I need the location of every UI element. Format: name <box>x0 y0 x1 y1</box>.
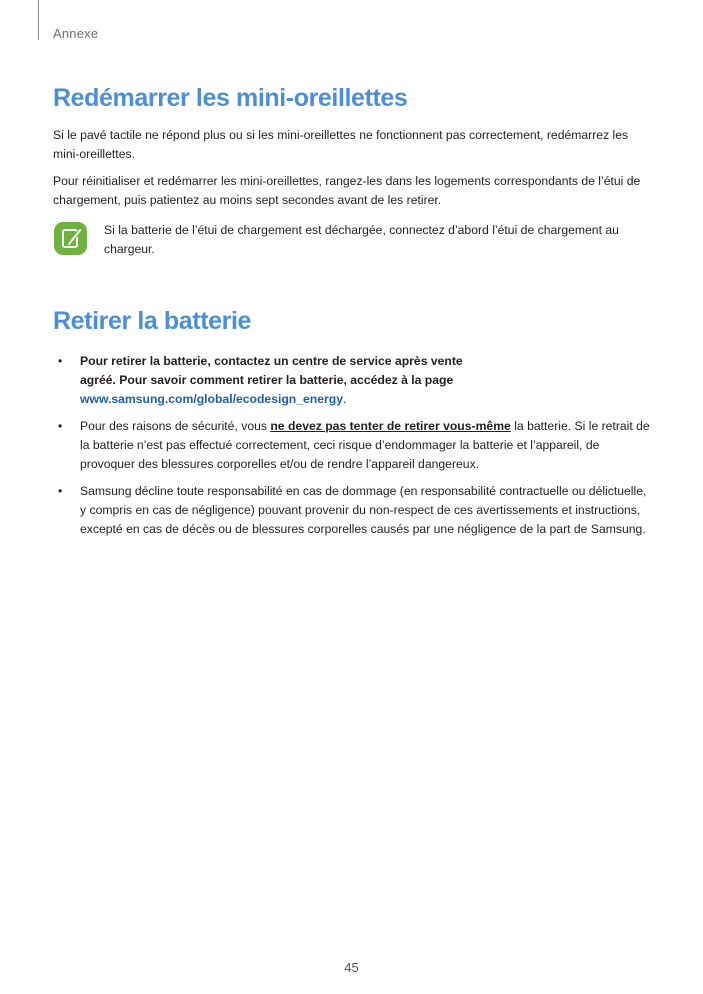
bullet-marker: • <box>58 354 63 368</box>
paragraph-restart-instructions: Pour réinitialiser et redémarrer les mini-oreillettes, rangez-les dans les logements correspondants de l’étui de chargement, puis patientez au moins sept secondes avant de les retirer. <box>53 174 641 207</box>
section-title-restart: Redémarrer les mini-oreillettes <box>53 84 408 112</box>
note-text: Si la batterie de l’étui de chargement est déchargée, connectez d’abord l’étui de chargement au chargeur. <box>104 223 619 256</box>
section-label: Annexe <box>53 26 99 41</box>
paragraph-restart-intro: Si le pavé tactile ne répond plus ou si les mini-oreillettes ne fonctionnent pas correctement, redémarrez les mini-oreillettes. <box>53 128 629 161</box>
section-title-battery: Retirer la batterie <box>53 307 252 335</box>
battery-bullet-list <box>58 352 654 547</box>
ecodesign-link[interactable]: www.samsung.com/global/ecodesign_energy <box>80 392 344 406</box>
list-item <box>58 417 654 474</box>
bullet3-text: Samsung décline toute responsabilité en cas de dommage (en responsabilité contractuelle ou délictuelle, y compris en cas de négligence) pouvant provenir du non-respect de ces avertissements et instructions, excepté en cas de décès ou de blessures corporelles causés par une négligence de la part de Samsung. <box>80 484 647 536</box>
list-item <box>58 352 654 409</box>
bullet2-text-before: Pour des raisons de sécurité, vous <box>80 419 271 433</box>
header-divider <box>38 0 39 40</box>
list-item <box>58 482 654 539</box>
bullet2-emphasis: ne devez pas tenter de retirer vous-même <box>270 419 511 433</box>
bullet-marker: • <box>58 484 63 498</box>
bullet2-text-after: la batterie. Si le retrait de la batterie n’est pas effectué correctement, ceci risque d’endommager la batterie et l’appareil, de provoquer des blessures corporelles et/ou de rendre l’appareil dangereux. <box>80 419 650 471</box>
bullet1-line3 <box>80 392 346 406</box>
bullet-marker: • <box>58 419 63 433</box>
note-pencil-icon <box>54 222 87 255</box>
bullet1-period: . <box>343 392 347 406</box>
page-number: 45 <box>344 960 359 975</box>
bullet1-line1: Pour retirer la batterie, contactez un centre de service après vente <box>80 354 463 368</box>
bullet1-line2: agréé. Pour savoir comment retirer la batterie, accédez à la page <box>80 373 454 387</box>
